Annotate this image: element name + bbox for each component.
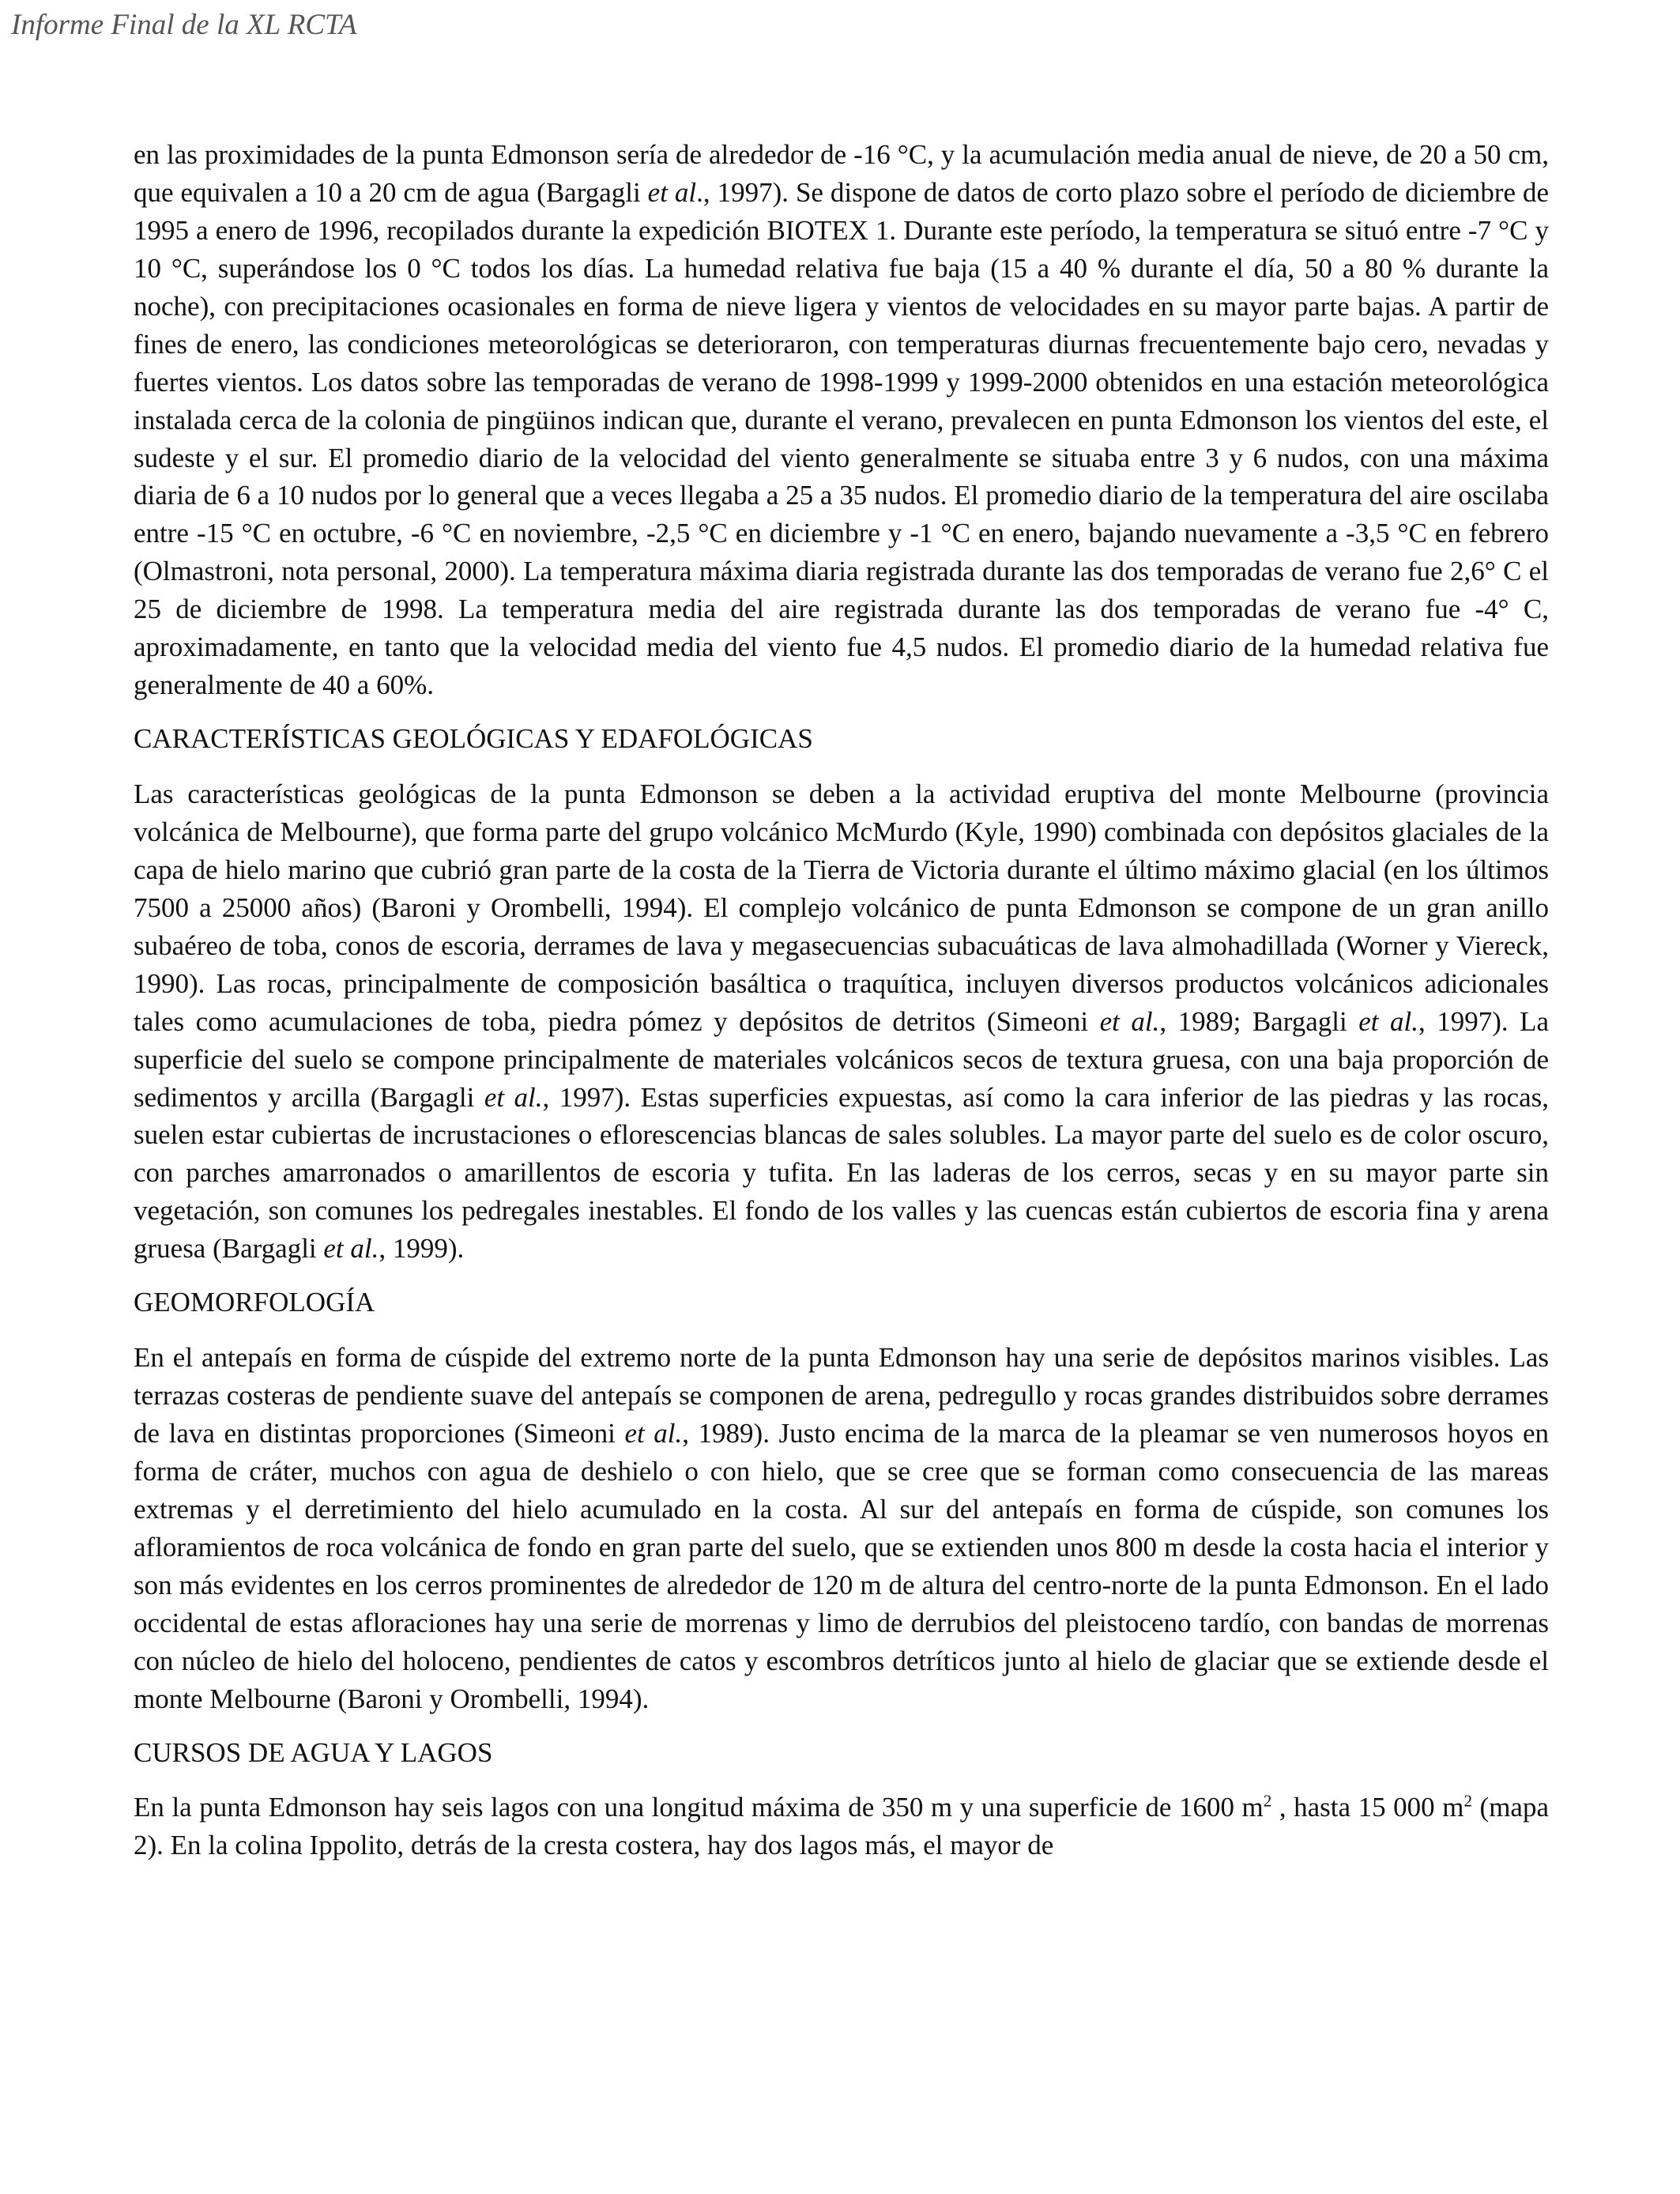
heading-geomorfologia: GEOMORFOLOGÍA bbox=[134, 1287, 375, 1318]
document-body bbox=[134, 136, 1549, 1880]
running-header: Informe Final de la XL RCTA bbox=[11, 9, 357, 41]
italic-run: et al. bbox=[323, 1233, 379, 1265]
italic-run: et al. bbox=[484, 1081, 543, 1113]
paragraph-cursos-agua: En la punta Edmonson hay seis lagos con una longitud máxima de 350 m y una superficie de 1600 $m^2$ , hasta 15 000 $m^2$ (mapa 2). En la colina Ippolito, detrás de la cresta costera, hay dos lagos más, el mayor de bbox=[134, 1791, 1549, 1861]
italic-run: et al bbox=[647, 176, 697, 208]
paragraph-clima: en las proximidades de la punta Edmonson sería de alrededor de -16 °C, y la acumulación media anual de nieve, de 20 a 50 cm, que equivalen a 10 a 20 cm de agua (Bargagli et al., 1997). Se dispone de datos de corto plazo sobre el período de diciembre de 1995 a enero de 1996, recopilados durante la expedición BIOTEX 1. Durante este período, la temperatura se situó entre -7 °C y 10 °C, superándose los 0 °C todos los días. La humedad relativa fue baja (15 a 40 % durante el día, 50 a 80 % durante la noche), con precipitaciones ocasionales en forma de nieve ligera y vientos de velocidades en su mayor parte bajas. A partir de fines de enero, las condiciones meteorológicas se deterioraron, con temperaturas diurnas frecuentemente bajo cero, nevadas y fuertes vientos. Los datos sobre las temporadas de verano de 1998-1999 y 1999-2000 obtenidos en una estación meteorológica instalada cerca de la colonia de pingüinos indican que, durante el verano, prevalecen en punta Edmonson los vientos del este, el sudeste y el sur. El promedio diario de la velocidad del viento generalmente se situaba entre 3 y 6 nudos, con una máxima diaria de 6 a 10 nudos por lo general que a veces llegaba a 25 a 35 nudos. El promedio diario de la temperatura del aire oscilaba entre -15 °C en octubre, -6 °C en noviembre, -2,5 °C en diciembre y -1 °C en enero, bajando nuevamente a -3,5 °C en febrero (Olmastroni, nota personal, 2000). La temperatura máxima diaria registrada durante las dos temporadas de verano fue 2,6° C el 25 de diciembre de 1998. La temperatura media del aire registrada durante las dos temporadas de verano fue -4° C, aproximadamente, en tanto que la velocidad media del viento fue 4,5 nudos. El promedio diario de la humedad relativa fue generalmente de 40 a 60%. bbox=[134, 139, 1549, 701]
heading-cursos-agua: CURSOS DE AGUA Y LAGOS bbox=[134, 1736, 493, 1768]
paragraph-geomorfologia: En el antepaís en forma de cúspide del extremo norte de la punta Edmonson hay una serie de depósitos marinos visibles. Las terrazas costeras de pendiente suave del antepaís se componen de arena, pedregullo y rocas grandes distribuidos sobre derrames de lava en distintas proporciones (Simeoni et al., 1989). Justo encima de la marca de la pleamar se ven numerosos hoyos en forma de cráter, muchos con agua de deshielo o con hielo, que se cree que se forman como consecuencia de las mareas extremas y el derretimiento del hielo acumulado en la costa. Al sur del antepaís en forma de cúspide, son comunes los afloramientos de roca volcánica de fondo en gran parte del suelo, que se extienden unos 800 m desde la costa hacia el interior y son más evidentes en los cerros prominentes de alrededor de 120 m de altura del centro-norte de la punta Edmonson. En el lado occidental de estas afloraciones hay una serie de morrenas y limo de derrubios del pleistoceno tardío, con bandas de morrenas con núcleo de hielo del holoceno, pendientes de catos y escombros detríticos junto al hielo de glaciar que se extiende desde el monte Melbourne (Baroni y Orombelli, 1994). bbox=[134, 1342, 1549, 1714]
italic-run: et al. bbox=[624, 1418, 683, 1449]
italic-run: et al. bbox=[1099, 1005, 1160, 1037]
superscript-run: 2 bbox=[1263, 1791, 1272, 1811]
italic-run: et al. bbox=[1358, 1005, 1418, 1037]
superscript-run: 2 bbox=[1463, 1791, 1472, 1811]
paragraph-geologia: Las características geológicas de la punta Edmonson se deben a la actividad eruptiva del monte Melbourne (provincia volcánica de Melbourne), que forma parte del grupo volcánico McMurdo (Kyle, 1990) combinada con depósitos glaciales de la capa de hielo marino que cubrió gran parte de la costa de la Tierra de Victoria durante el último máximo glacial (en los últimos 7500 a 25000 años) (Baroni y Orombelli, 1994). El complejo volcánico de punta Edmonson se compone de un gran anillo subaéreo de toba, conos de escoria, derrames de lava y megasecuencias subacuáticas de lava almohadillada (Worner y Viereck, 1990). Las rocas, principalmente de composición basáltica o traquítica, incluyen diversos productos volcánicos adicionales tales como acumulaciones de toba, piedra pómez y depósitos de detritos (Simeoni et al., 1989; Bargagli et al., 1997). La superficie del suelo se compone principalmente de materiales volcánicos secos de textura gruesa, con una baja proporción de sedimentos y arcilla (Bargagli et al., 1997). Estas superficies expuestas, así como la cara inferior de las piedras y las rocas, suelen estar cubiertas de incrustaciones o eflorescencias blancas de sales solubles. La mayor parte del suelo es de color oscuro, con parches amarronados o amarillentos de escoria y tufita. En las laderas de los cerros, secas y en su mayor parte sin vegetación, son comunes los pedregales inestables. El fondo de los valles y las cuencas están cubiertos de escoria fina y arena gruesa (Bargagli et al., 1999). bbox=[134, 778, 1550, 1265]
heading-geologia: CARACTERÍSTICAS GEOLÓGICAS Y EDAFOLÓGICAS bbox=[134, 723, 813, 755]
